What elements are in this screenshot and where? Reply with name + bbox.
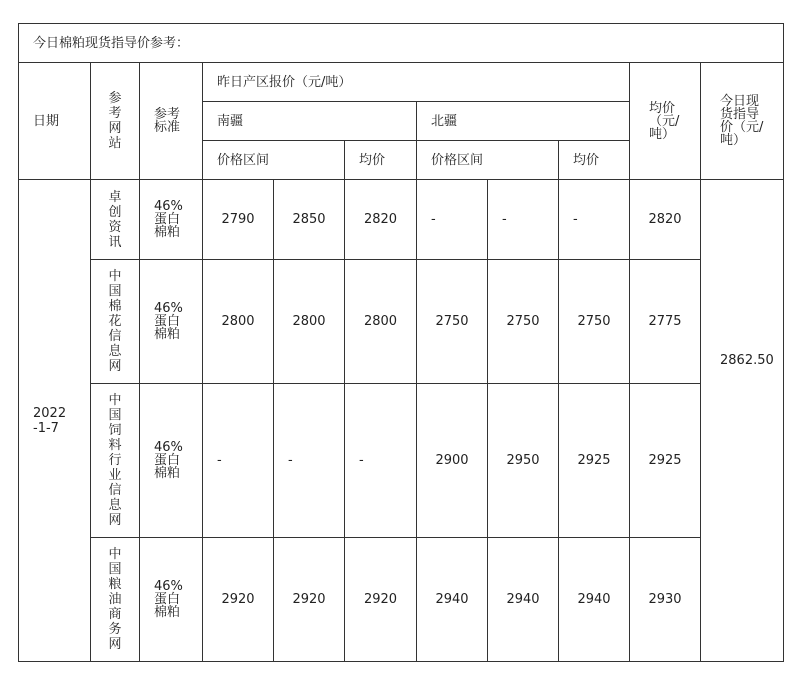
north-avg: 2925 (559, 384, 630, 538)
guide-price: 2862.50 (720, 352, 774, 368)
table-row (19, 180, 784, 260)
south-high: 2920 (274, 538, 345, 662)
header-guide-text: 今日现货指导价（元/吨） (720, 94, 764, 148)
header-site-text: 参考网站 (108, 91, 122, 151)
standard-text: 46%蛋白棉粕 (154, 301, 183, 342)
site-text: 中国粮油商务网 (108, 547, 122, 652)
standard-cell (140, 538, 203, 662)
table-row (19, 538, 784, 662)
table-row (19, 384, 784, 538)
standard-cell (140, 260, 203, 384)
header-south: 南疆 (203, 102, 417, 141)
standard-text: 46%蛋白棉粕 (154, 579, 183, 620)
standard-cell (140, 180, 203, 260)
standard-cell (140, 384, 203, 538)
header-guide (701, 63, 784, 180)
header-north-avg: 均价 (559, 141, 630, 180)
header-north-range: 价格区间 (417, 141, 559, 180)
header-avg (630, 63, 701, 180)
table-title: 今日棉粕现货指导价参考： (19, 24, 784, 63)
south-high: 2850 (274, 180, 345, 260)
date-cell (19, 180, 91, 662)
north-high: 2750 (488, 260, 559, 384)
site-text: 中国饲料行业信息网 (108, 393, 122, 528)
south-avg: 2800 (345, 260, 417, 384)
south-high: - (274, 384, 345, 538)
standard-text: 46%蛋白棉粕 (154, 440, 183, 481)
site-text: 卓创资讯 (108, 189, 122, 250)
south-avg: 2820 (345, 180, 417, 260)
north-low: - (417, 180, 488, 260)
header-date: 日期 (19, 63, 91, 180)
north-low: 2900 (417, 384, 488, 538)
south-low: 2790 (203, 180, 274, 260)
guide-cell (701, 180, 784, 662)
south-low: 2920 (203, 538, 274, 662)
south-low: 2800 (203, 260, 274, 384)
site-cell (91, 538, 140, 662)
site-cell (91, 260, 140, 384)
date-text: 2022-1-7 (33, 405, 67, 436)
row-avg: 2775 (630, 260, 701, 384)
row-avg: 2930 (630, 538, 701, 662)
header-avg-text: 均价（元/吨） (649, 100, 680, 142)
header-standard (140, 63, 203, 180)
standard-text: 46%蛋白棉粕 (154, 199, 183, 240)
north-avg: - (559, 180, 630, 260)
header-north: 北疆 (417, 102, 630, 141)
north-low: 2750 (417, 260, 488, 384)
header-standard-text: 参考标准 (154, 107, 181, 135)
south-avg: - (345, 384, 417, 538)
north-high: 2940 (488, 538, 559, 662)
north-high: 2950 (488, 384, 559, 538)
south-low: - (203, 384, 274, 538)
north-avg: 2750 (559, 260, 630, 384)
row-avg: 2820 (630, 180, 701, 260)
header-site (91, 63, 140, 180)
south-avg: 2920 (345, 538, 417, 662)
south-high: 2800 (274, 260, 345, 384)
north-high: - (488, 180, 559, 260)
header-yesterday: 昨日产区报价（元/吨） (203, 63, 630, 102)
north-avg: 2940 (559, 538, 630, 662)
price-table-container (18, 23, 784, 662)
site-cell (91, 180, 140, 260)
site-cell (91, 384, 140, 538)
site-text: 中国棉花信息网 (108, 269, 122, 374)
price-table (18, 23, 784, 662)
header-south-range: 价格区间 (203, 141, 345, 180)
table-row (19, 260, 784, 384)
row-avg: 2925 (630, 384, 701, 538)
north-low: 2940 (417, 538, 488, 662)
header-south-avg: 均价 (345, 141, 417, 180)
